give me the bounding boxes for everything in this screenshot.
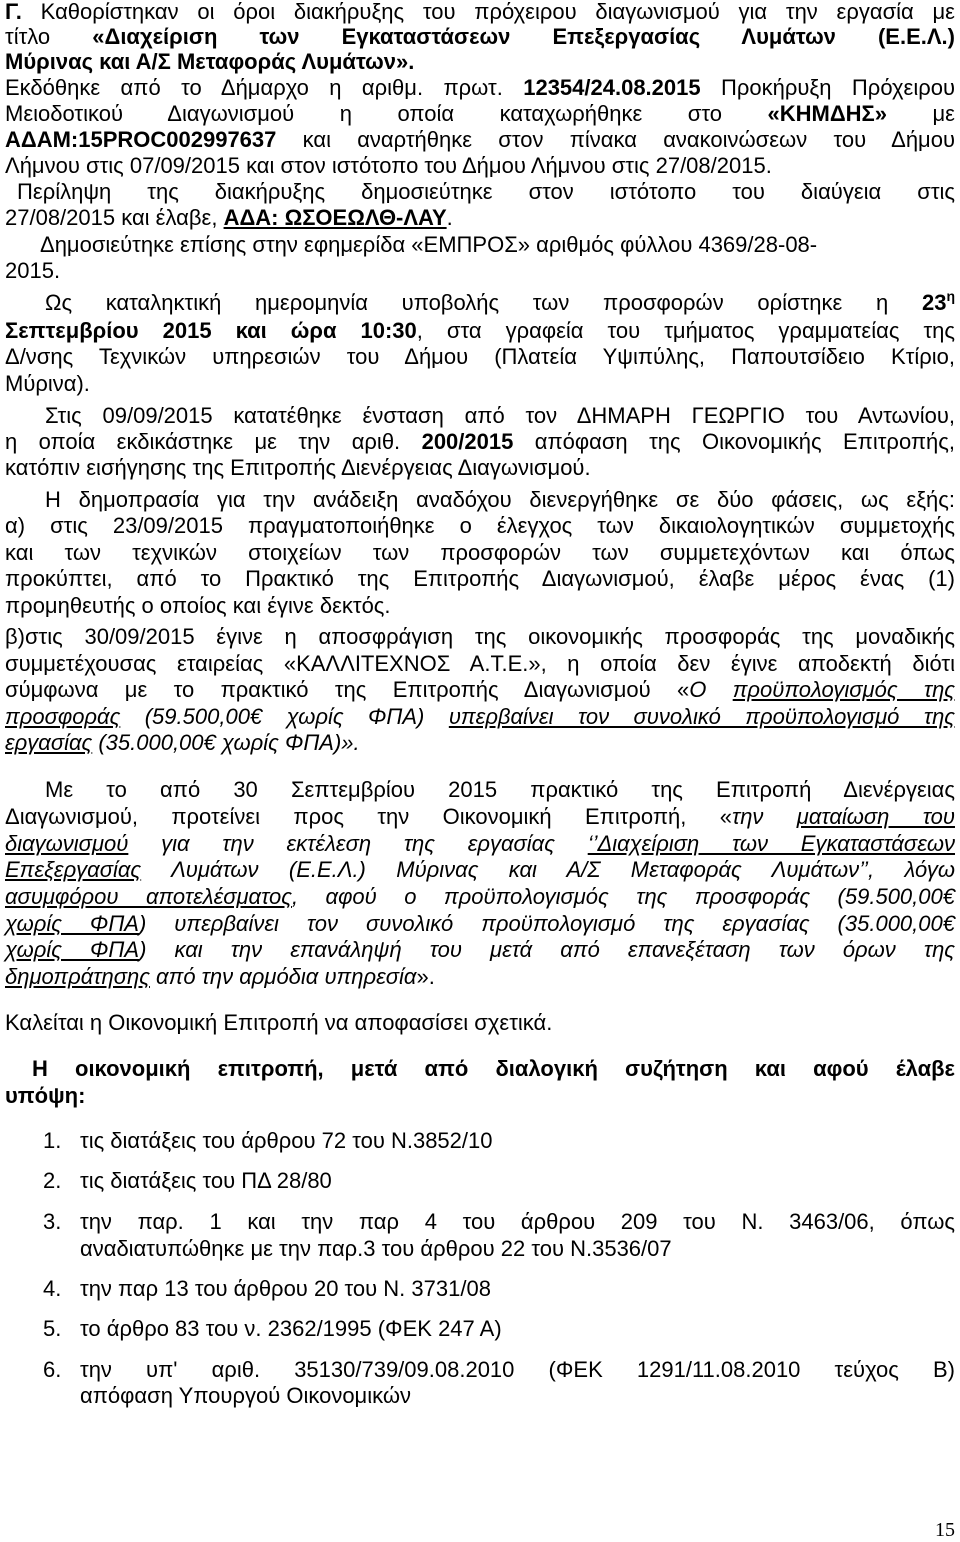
text-line: ΑΔΑΜ:15PROC002997637 και αναρτήθηκε στον πίνακα ανακοινώσεων του Δήμου — [5, 127, 955, 152]
text-line: χωρίς ΦΠΑ) και την επανάληψή του μετά από επανεξέταση των όρων της — [5, 937, 955, 962]
text-line: συμμετέχουσας εταιρείας «ΚΑΛΛΙΤΕΧΝΟΣ Α.Τ.Ε.», η οποία δεν έγινε αποδεκτή διότι — [5, 651, 955, 676]
list-item — [5, 1357, 955, 1383]
list-number: 5. — [43, 1316, 62, 1341]
list-text: την υπ' αριθ. 35130/739/09.08.2010 (ΦΕΚ 1291/11.08.2010 τεύχος Β) — [80, 1357, 955, 1382]
text-line: προσφοράς (59.500,00€ χωρίς ΦΠΑ) υπερβαίνει τον συνολικό προϋπολογισμό της — [5, 704, 955, 729]
text-line: β)στις 30/09/2015 έγινε η αποσφράγιση της οικονομικής προσφοράς της μοναδικής — [5, 624, 955, 649]
list-text: την παρ 13 του άρθρου 20 του Ν. 3731/08 — [80, 1276, 491, 1301]
text-line: Γ. Καθορίστηκαν οι όροι διακήρυξης του πρόχειρου διαγωνισμού για την εργασία με — [5, 0, 955, 24]
list-number: 1. — [43, 1128, 62, 1153]
text-line: Μειοδοτικού Διαγωνισμού η οποία καταχωρήθηκε στο «ΚΗΜΔΗΣ» με — [5, 101, 955, 126]
list-number: 6. — [43, 1357, 62, 1382]
text-line: Λήμνου στις 07/09/2015 και στον ιστότοπο του Δήμου Λήμνου στις 27/08/2015. — [5, 153, 772, 178]
text-line: Δημοσιεύτηκε επίσης στην εφημερίδα «ΕΜΠΡΟΣ» αριθμός φύλλου 4369/28-08- — [40, 232, 818, 257]
text-line: Με το από 30 Σεπτεμβρίου 2015 πρακτικό της Επιτροπή Διενέργειας — [45, 777, 955, 802]
list-item — [5, 1209, 955, 1235]
text-line: 2015. — [5, 258, 61, 283]
list-number: 3. — [43, 1209, 62, 1234]
text-line: εργασίας (35.000,00€ χωρίς ΦΠΑ)». — [5, 730, 360, 755]
text-line: 27/08/2015 και έλαβε, ΑΔΑ: ΩΣΟΕΩΛΘ-ΛΑΥ. — [5, 205, 453, 230]
text-line: Μύρινα). — [5, 371, 90, 396]
list-item — [5, 1316, 955, 1342]
text-line: α) στις 23/09/2015 πραγματοποιήθηκε ο έλεγχος των δικαιολογητικών συμμετοχής — [5, 513, 955, 538]
text-line: Εκδόθηκε από το Δήμαρχο η αριθμ. πρωτ. 12354/24.08.2015 Προκήρυξη Πρόχειρου — [5, 75, 955, 100]
list-number: 2. — [43, 1168, 62, 1193]
list-text: την παρ. 1 και την παρ 4 του άρθρου 209 του Ν. 3463/06, όπως — [80, 1209, 955, 1234]
text-line: κατόπιν εισήγησης της Επιτροπής Διενέργειας Διαγωνισμού. — [5, 455, 591, 480]
list-item — [5, 1128, 955, 1154]
text-line: Περίληψη της διακήρυξης δημοσιεύτηκε στον ιστότοπο του διαύγεια στις — [17, 179, 955, 204]
text-line: Σεπτεμβρίου 2015 και ώρα 10:30, στα γραφεία του τμήματος γραμματείας της — [5, 318, 955, 343]
text-line: Μύρινας και Α/Σ Μεταφοράς Λυμάτων». — [5, 49, 415, 74]
list-text: απόφαση Υπουργού Οικονομικών — [80, 1383, 412, 1408]
text-line: Η δημοπρασία για την ανάδειξη αναδόχου διενεργήθηκε σε δύο φάσεις, ως εξής: — [45, 487, 955, 512]
text-line: η οποία εκδικάστηκε με την αριθ. 200/2015 απόφαση της Οικονομικής Επιτροπής, — [5, 429, 955, 454]
text-line: προκύπτει, από το Πρακτικό της Επιτροπής Διαγωνισμού, έλαβε μέρος ένας (1) — [5, 566, 955, 591]
text-line: Η οικονομική επιτροπή, μετά από διαλογική συζήτηση και αφού έλαβε — [32, 1056, 955, 1081]
list-item-continuation — [5, 1236, 955, 1262]
text-line: Στις 09/09/2015 κατατέθηκε ένσταση από τον ΔΗΜΑΡΗ ΓΕΩΡΓΙΟ του Αντωνίου, — [45, 403, 955, 428]
text-line: προμηθευτής ο οποίος και έγινε δεκτός. — [5, 593, 391, 618]
page-number: 15 — [935, 1519, 955, 1541]
text-line: Διαγωνισμού, προτείνει προς την Οικονομική Επιτροπή, «την ματαίωση του — [5, 804, 955, 829]
list-item-continuation — [5, 1383, 955, 1409]
text-line: Καλείται η Οικονομική Επιτροπή να αποφασίσει σχετικά. — [5, 1010, 553, 1035]
list-number: 4. — [43, 1276, 62, 1301]
list-text: το άρθρο 83 του ν. 2362/1995 (ΦΕΚ 247 Α) — [80, 1316, 502, 1341]
text-line: διαγωνισμού για την εκτέλεση της εργασίας ‘’Διαχείριση των Εγκαταστάσεων — [5, 831, 955, 856]
text-line: Επεξεργασίας Λυμάτων (Ε.Ε.Λ.) Μύρινας και Α/Σ Μεταφοράς Λυμάτων’’, λόγω — [5, 857, 955, 882]
list-item — [5, 1168, 955, 1194]
text-line: Δ/νσης Τεχνικών υπηρεσιών του Δήμου (Πλατεία Υψιπύλης, Παπουτσίδειο Κτίριο, — [5, 344, 955, 369]
text-line: και των τεχνικών στοιχείων των προσφορών των συμμετεχόντων και όπως — [5, 540, 955, 565]
text-line: χωρίς ΦΠΑ) υπερβαίνει τον συνολικό προϋπολογισμό της εργασίας (35.000,00€ — [5, 911, 955, 936]
text-line: Ως καταληκτική ημερομηνία υποβολής των προσφορών ορίστηκε η $23^\eta$ — [45, 288, 955, 315]
text-line: ασυμφόρου αποτελέσματος, αφού ο προϋπολογισμός της προσφοράς (59.500,00€ — [5, 884, 955, 909]
text-line: δημοπράτησης από την αρμόδια υπηρεσία». — [5, 964, 435, 989]
list-text: τις διατάξεις του άρθρου 72 του Ν.3852/10 — [80, 1128, 493, 1153]
text-line: σύμφωνα με το πρακτικό της Επιτροπής Διαγωνισμού «Ο προϋπολογισμός της — [5, 677, 955, 702]
list-item — [5, 1276, 955, 1302]
list-text: τις διατάξεις του ΠΔ 28/80 — [80, 1168, 332, 1193]
list-text: αναδιατυπώθηκε με την παρ.3 του άρθρου 22 του Ν.3536/07 — [80, 1236, 672, 1261]
text-line: τίτλο «Διαχείριση των Εγκαταστάσεων Επεξεργασίας Λυμάτων (Ε.Ε.Λ.) — [5, 24, 955, 49]
text-line: υπόψη: — [5, 1083, 86, 1108]
